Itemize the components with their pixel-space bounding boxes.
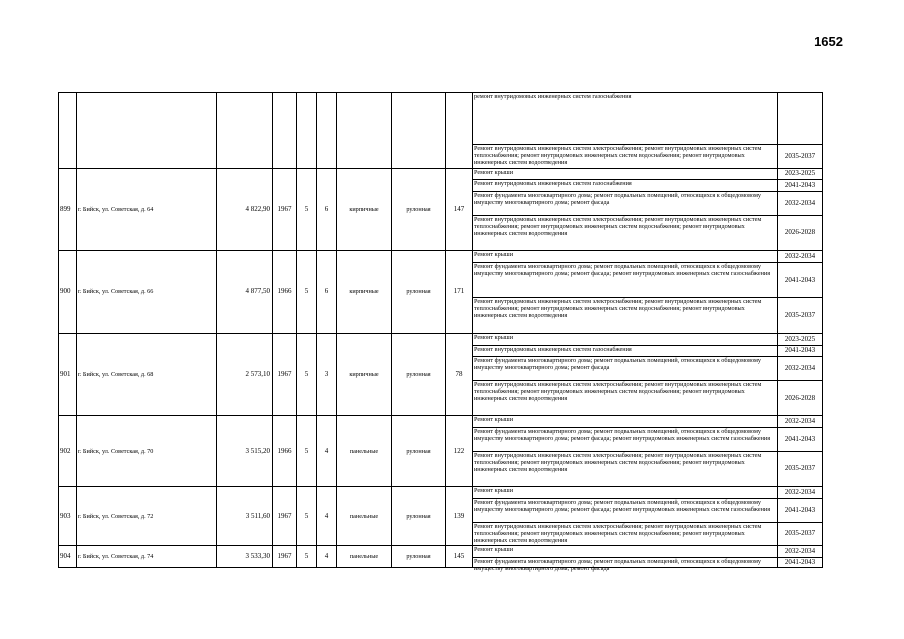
cell-year: 1967 (273, 487, 297, 546)
work-description: Ремонт крыши (473, 416, 778, 428)
work-period: 2023-2025 (778, 334, 823, 346)
cell-year: 1967 (273, 334, 297, 417)
cell-walls: панельные (337, 416, 392, 487)
work-period: 2032-2034 (778, 192, 823, 216)
cell-year: 1966 (273, 416, 297, 487)
cell-roof: рулонная (392, 169, 446, 252)
work-description: Ремонт внутридомовых инженерных систем газоснабжения (473, 346, 778, 358)
cell-entrances: 4 (317, 487, 337, 546)
cell-apartments: 145 (446, 546, 473, 568)
cell-apartments: 171 (446, 251, 473, 334)
cell-entrances: 6 (317, 169, 337, 252)
cell-floors: 5 (297, 251, 317, 334)
cell-year: 1966 (273, 251, 297, 334)
cell-area (217, 93, 273, 169)
cell-area: 2 573,10 (217, 334, 273, 417)
work-period (778, 93, 823, 145)
cell-year (273, 93, 297, 169)
work-period: 2032-2034 (778, 546, 823, 558)
cell-address: г. Бийск, ул. Советская, д. 66 (77, 251, 217, 334)
work-description: Ремонт внутридомовых инженерных систем электроснабжения; ремонт внутридомовых инженерных систем теплоснабжения; ремонт внутридомовых инженерных систем водоснабжения; ремонт внутридомовых инженерных систем водоотведения (473, 381, 778, 416)
work-period: 2035-2037 (778, 298, 823, 333)
cell-year: 1967 (273, 546, 297, 568)
cell-area: 3 533,30 (217, 546, 273, 568)
cell-walls: кирпичные (337, 334, 392, 417)
cell-roof: рулонная (392, 251, 446, 334)
work-description: Ремонт крыши (473, 546, 778, 558)
cell-floors: 5 (297, 169, 317, 252)
cell-roof: рулонная (392, 546, 446, 568)
cell-area: 4 822,90 (217, 169, 273, 252)
cell-apartments: 78 (446, 334, 473, 417)
work-description: Ремонт фундамента многоквартирного дома; ремонт подвальных помещений, относящихся к общедомовому имуществу многоквартирного дома; ремонт фасада (473, 558, 778, 568)
cell-apartments: 122 (446, 416, 473, 487)
cell-walls: панельные (337, 487, 392, 546)
cell-year: 1967 (273, 169, 297, 252)
cell-roof: рулонная (392, 487, 446, 546)
cell-entrances: 3 (317, 334, 337, 417)
cell-floors: 5 (297, 487, 317, 546)
work-period: 2041-2043 (778, 558, 823, 568)
work-period: 2041-2043 (778, 180, 823, 192)
work-description: Ремонт фундамента многоквартирного дома; ремонт подвальных помещений, относящихся к общедомовому имуществу многоквартирного дома; ремонт фасада (473, 357, 778, 381)
cell-address (77, 93, 217, 169)
work-period: 2032-2034 (778, 251, 823, 263)
work-period: 2041-2043 (778, 428, 823, 452)
work-description: Ремонт фундамента многоквартирного дома; ремонт подвальных помещений, относящихся к общедомовому имуществу многоквартирного дома; ремонт фасада; ремонт внутридомовых инженерных систем газоснабжения (473, 263, 778, 298)
cell-apartments: 139 (446, 487, 473, 546)
work-period: 2023-2025 (778, 169, 823, 181)
cell-address: г. Бийск, ул. Советская, д. 64 (77, 169, 217, 252)
work-period: 2032-2034 (778, 416, 823, 428)
capital-repair-table (58, 92, 823, 572)
cell-walls (337, 93, 392, 169)
cell-no: 903 (59, 487, 77, 546)
cell-roof (392, 93, 446, 169)
cell-roof: рулонная (392, 334, 446, 417)
cell-address: г. Бийск, ул. Советская, д. 68 (77, 334, 217, 417)
work-description: Ремонт фундамента многоквартирного дома; ремонт подвальных помещений, относящихся к общедомовому имуществу многоквартирного дома; ремонт фасада (473, 192, 778, 216)
work-description: Ремонт внутридомовых инженерных систем газоснабжения (473, 180, 778, 192)
work-description: Ремонт фундамента многоквартирного дома; ремонт подвальных помещений, относящихся к общедомовому имуществу многоквартирного дома; ремонт фасада; ремонт внутридомовых инженерных систем газоснабжения (473, 499, 778, 523)
cell-apartments: 147 (446, 169, 473, 252)
cell-floors: 5 (297, 416, 317, 487)
work-period: 2041-2043 (778, 263, 823, 298)
work-period: 2026-2028 (778, 381, 823, 416)
cell-roof: рулонная (392, 416, 446, 487)
cell-entrances: 4 (317, 546, 337, 568)
cell-walls: панельные (337, 546, 392, 568)
cell-no: 900 (59, 251, 77, 334)
cell-area: 4 877,50 (217, 251, 273, 334)
page-number: 1652 (814, 34, 843, 49)
work-period: 2032-2034 (778, 487, 823, 499)
cell-walls: кирпичные (337, 169, 392, 252)
work-period: 2041-2043 (778, 499, 823, 523)
cell-floors (297, 93, 317, 169)
work-period: 2035-2037 (778, 523, 823, 547)
work-period: 2035-2037 (778, 145, 823, 169)
work-period: 2032-2034 (778, 357, 823, 381)
work-period: 2041-2043 (778, 346, 823, 358)
work-description: Ремонт крыши (473, 487, 778, 499)
cell-address: г. Бийск, ул. Советская, д. 74 (77, 546, 217, 568)
cell-no: 901 (59, 334, 77, 417)
work-period: 2026-2028 (778, 216, 823, 251)
cell-floors: 5 (297, 334, 317, 417)
work-description: Ремонт крыши (473, 251, 778, 263)
work-description: Ремонт внутридомовых инженерных систем электроснабжения; ремонт внутридомовых инженерных систем теплоснабжения; ремонт внутридомовых инженерных систем водоснабжения; ремонт внутридомовых инженерных систем водоотведения (473, 145, 778, 169)
cell-no: 904 (59, 546, 77, 568)
cell-area: 3 515,20 (217, 416, 273, 487)
cell-no: 899 (59, 169, 77, 252)
cell-entrances (317, 93, 337, 169)
cell-no (59, 93, 77, 169)
work-description: Ремонт фундамента многоквартирного дома; ремонт подвальных помещений, относящихся к общедомовому имуществу многоквартирного дома; ремонт фасада; ремонт внутридомовых инженерных систем газоснабжения (473, 428, 778, 452)
work-description: Ремонт внутридомовых инженерных систем электроснабжения; ремонт внутридомовых инженерных систем теплоснабжения; ремонт внутридомовых инженерных систем водоснабжения; ремонт внутридомовых инженерных систем водоотведения (473, 452, 778, 487)
cell-apartments (446, 93, 473, 169)
work-description: Ремонт внутридомовых инженерных систем электроснабжения; ремонт внутридомовых инженерных систем теплоснабжения; ремонт внутридомовых инженерных систем водоснабжения; ремонт внутридомовых инженерных систем водоотведения (473, 298, 778, 333)
cell-walls: кирпичные (337, 251, 392, 334)
work-description: Ремонт внутридомовых инженерных систем электроснабжения; ремонт внутридомовых инженерных систем теплоснабжения; ремонт внутридомовых инженерных систем водоснабжения; ремонт внутридомовых инженерных систем водоотведения (473, 523, 778, 547)
cell-no: 902 (59, 416, 77, 487)
cell-address: г. Бийск, ул. Советская, д. 72 (77, 487, 217, 546)
work-period: 2035-2037 (778, 452, 823, 487)
work-description: Ремонт крыши (473, 334, 778, 346)
cell-entrances: 4 (317, 416, 337, 487)
cell-area: 3 511,60 (217, 487, 273, 546)
cell-floors: 5 (297, 546, 317, 568)
cell-entrances: 6 (317, 251, 337, 334)
work-description: ремонт внутридомовых инженерных систем газоснабжения (473, 93, 778, 145)
work-description: Ремонт крыши (473, 169, 778, 181)
work-description: Ремонт внутридомовых инженерных систем электроснабжения; ремонт внутридомовых инженерных систем теплоснабжения; ремонт внутридомовых инженерных систем водоснабжения; ремонт внутридомовых инженерных систем водоотведения (473, 216, 778, 251)
cell-address: г. Бийск, ул. Советская, д. 70 (77, 416, 217, 487)
